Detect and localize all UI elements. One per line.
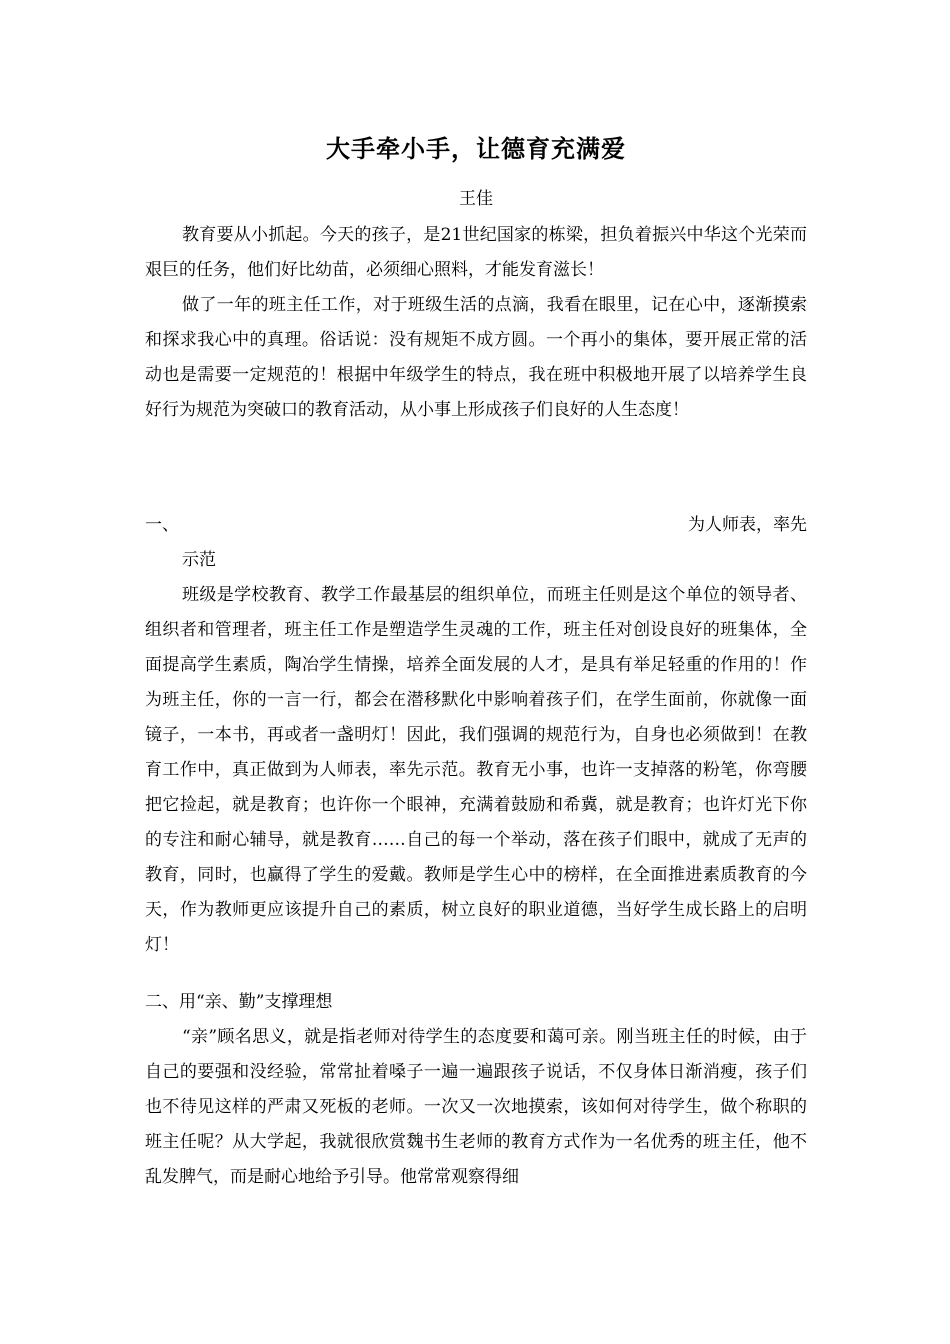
section-1-heading-text: 为人师表，率先 <box>688 515 807 535</box>
intro-paragraph-1: 教育要从小抓起。今天的孩子，是21世纪国家的栋梁，担负着振兴中华这个光荣而艰巨的任务，他们好比幼苗，必须细心照料，才能发育滋长！ <box>145 225 807 280</box>
section-1-number: 一、 <box>145 515 179 535</box>
section-2-heading: 二、用“亲、勤”支撑理想 <box>145 992 333 1012</box>
section-1-heading-continuation: 示范 <box>182 550 216 570</box>
section-1-paragraph: 班级是学校教育、教学工作最基层的组织单位，而班主任则是这个单位的领导者、组织者和管理者，班主任工作是塑造学生灵魂的工作，班主任对创设良好的班集体，全面提高学生素质，陶冶学生情操，培养全面发展的人才，是具有举足轻重的作用的！作为班主任，你的一言一行，都会在潜移默化中影响着孩子们，在学生面前，你就像一面镜子，一本书，再或者一盏明灯！因此，我们强调的规范行为，自身也必须做到！在教育工作中，真正做到为人师表，率先示范。教育无小事，也许一支掉落的粉笔，你弯腰把它捡起，就是教育；也许你一个眼神，充满着鼓励和希冀，就是教育；也许灯光下你的专注和耐心辅导，就是教育……自己的每一个举动，落在孩子们眼中，就成了无声的教育，同时，也赢得了学生的爱戴。教师是学生心中的榜样，在全面推进素质教育的今天，作为教师更应该提升自己的素质，树立良好的职业道德，当好学生成长路上的启明灯！ <box>145 585 807 955</box>
intro-paragraph-2: 做了一年的班主任工作，对于班级生活的点滴，我看在眼里，记在心中，逐渐摸索和探求我心中的真理。俗话说：没有规矩不成方圆。一个再小的集体，要开展正常的活动也是需要一定规范的！根据中年级学生的特点，我在班中积极地开展了以培养学生良好行为规范为突破口的教育活动，从小事上形成孩子们良好的人生态度！ <box>145 295 807 420</box>
author-name: 王佳 <box>459 189 493 209</box>
document-title: 大手牵小手，让德育充满爱 <box>326 134 626 163</box>
section-2-paragraph: “亲”顾名思义，就是指老师对待学生的态度要和蔼可亲。刚当班主任的时候，由于自己的要强和没经验，常常扯着嗓子一遍一遍跟孩子说话，不仅身体日渐消瘦，孩子们也不待见这样的严肃又死板的老师。一次又一次地摸索，该如何对待学生，做个称职的班主任呢？从大学起，我就很欣赏魏书生老师的教育方式作为一名优秀的班主任，他不乱发脾气，而是耐心地给予引导。他常常观察得细 <box>145 1027 807 1187</box>
